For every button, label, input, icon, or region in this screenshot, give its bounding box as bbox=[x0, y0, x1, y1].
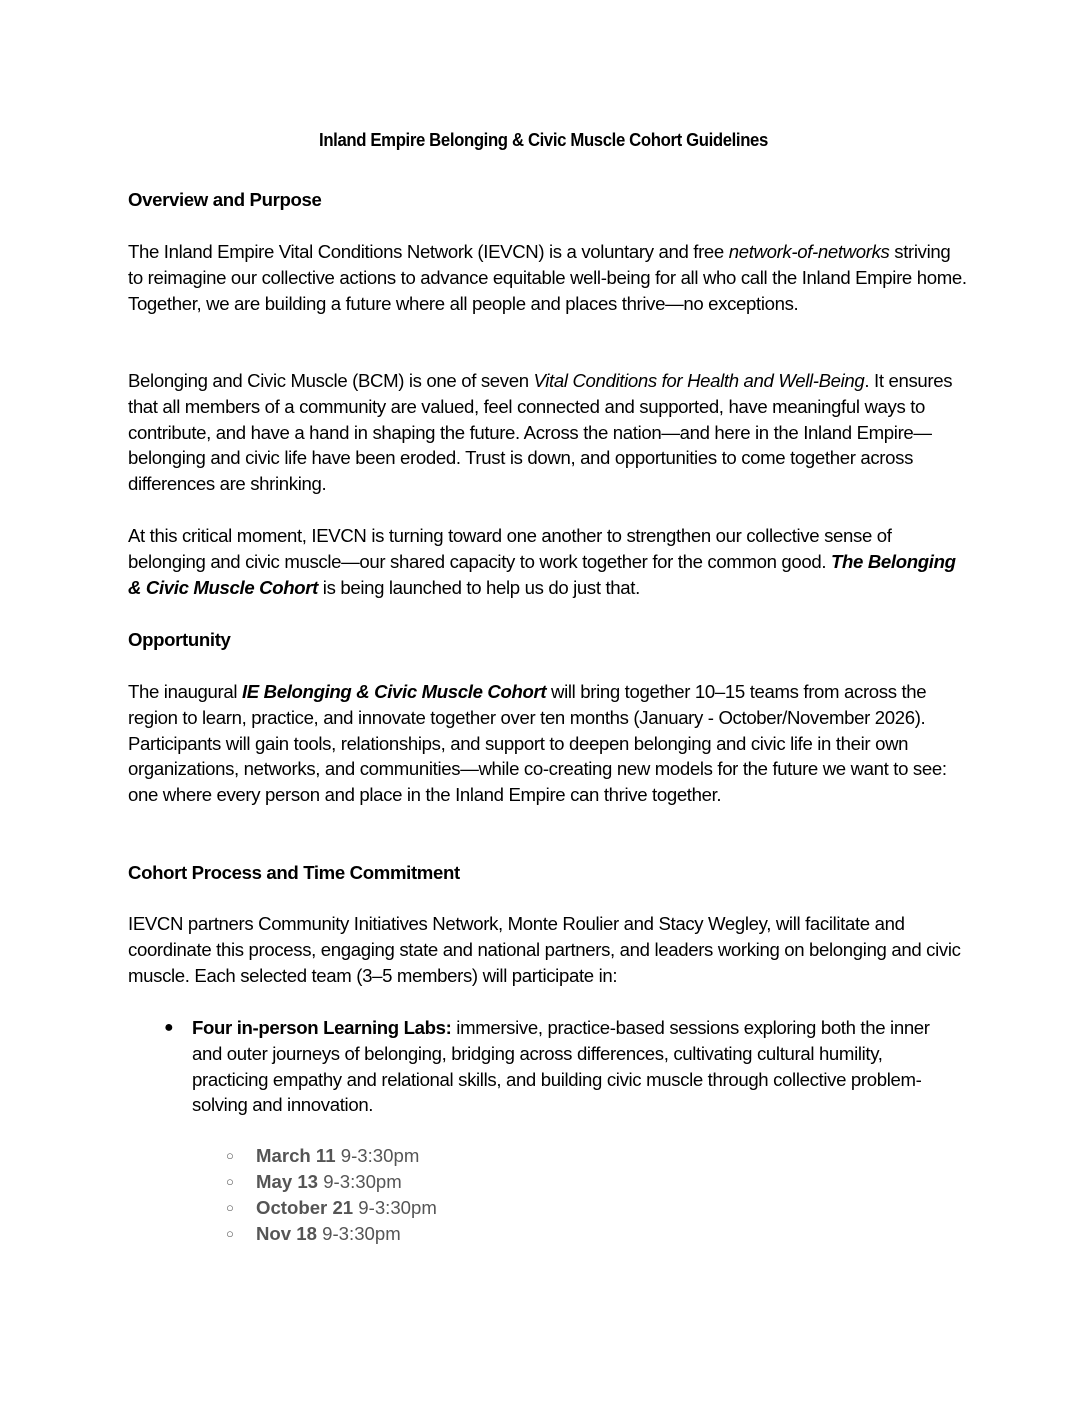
paragraph-overview-1 bbox=[128, 239, 968, 316]
paragraph-opportunity bbox=[128, 679, 968, 808]
circle-bullet-icon: ○ bbox=[226, 1174, 234, 1189]
text-run: The inaugural bbox=[128, 681, 242, 702]
text-run: At this critical moment, IEVCN is turning toward one another to strengthen our collective sense of belonging and civic muscle—our shared capacity to work together for the common good. bbox=[128, 525, 892, 572]
time-label: 9-3:30pm bbox=[318, 1171, 402, 1192]
text-run: . It ensures that all members of a community are valued, feel connected and supported, have meaningful ways to contribute, and have a hand in shaping the future. Across the nation—and here in the Inland Empire—belonging and civic life have been eroded. Trust is down, and opportunities to come together across differences are shrinking. bbox=[128, 370, 953, 495]
circle-bullet-icon: ○ bbox=[226, 1226, 234, 1241]
date-label: October 21 bbox=[256, 1197, 354, 1218]
heading-process: Cohort Process and Time Commitment bbox=[128, 862, 460, 883]
date-label: May 13 bbox=[256, 1171, 319, 1192]
italic-run: Vital Conditions for Health and Well-Being bbox=[533, 370, 865, 391]
date-label: March 11 bbox=[256, 1145, 336, 1166]
list-item-text bbox=[192, 1015, 956, 1118]
time-label: 9-3:30pm bbox=[353, 1197, 437, 1218]
italic-run: network-of-networks bbox=[728, 241, 890, 262]
text-run: Belonging and Civic Muscle (BCM) is one of seven bbox=[128, 370, 534, 391]
bold-italic-run: The Belonging & Civic Muscle Cohort bbox=[128, 550, 956, 598]
circle-bullet-icon: ○ bbox=[226, 1148, 234, 1163]
bold-run: Four in-person Learning Labs: bbox=[192, 1017, 452, 1038]
document-title: Inland Empire Belonging & Civic Muscle Cohort Guidelines bbox=[319, 130, 768, 150]
text-run: The Inland Empire Vital Conditions Network (IEVCN) is a voluntary and free bbox=[128, 241, 729, 262]
text-run: immersive, practice-based sessions exploring both the inner and outer journeys of belonging, bridging across differences, cultivating cultural humility, practicing empathy and relational skills, and building civic muscle through collective problem-solving and innovation. bbox=[192, 1017, 930, 1116]
time-label: 9-3:30pm bbox=[316, 1223, 401, 1244]
heading-opportunity: Opportunity bbox=[128, 629, 231, 650]
heading-overview: Overview and Purpose bbox=[128, 189, 322, 210]
bold-italic-run: IE Belonging & Civic Muscle Cohort bbox=[241, 681, 547, 702]
paragraph-process: IEVCN partners Community Initiatives Network, Monte Roulier and Stacy Wegley, will facilitate and coordinate this process, engaging state and national partners, and leaders working on belonging and civic muscle. Each selected team (3–5 members) will participate in: bbox=[128, 913, 961, 986]
date-label: Nov 18 bbox=[256, 1223, 317, 1244]
text-run: striving to reimagine our collective actions to advance equitable well-being for all who call the Inland Empire home. Together, we are building a future where all people and places thrive—no exceptions. bbox=[128, 241, 967, 314]
list-item-learning-labs bbox=[166, 1015, 956, 1118]
paragraph-overview-3 bbox=[128, 523, 968, 600]
text-run: is being launched to help us do just that. bbox=[317, 576, 640, 598]
time-label: 9-3:30pm bbox=[335, 1145, 420, 1166]
bullet-icon: ● bbox=[164, 1019, 174, 1036]
circle-bullet-icon: ○ bbox=[226, 1200, 234, 1215]
text-run: will bring together 10–15 teams from across the region to learn, practice, and innovate together over ten months (January - October/November 2026). Participants will gain tools, relationships, and support to deepen belonging and civic life in their own organizations, networks, and communities—while co-creating new models for the future we want to see: one where every person and place in the Inland Empire can thrive together. bbox=[128, 681, 947, 806]
paragraph-overview-2 bbox=[128, 368, 968, 497]
